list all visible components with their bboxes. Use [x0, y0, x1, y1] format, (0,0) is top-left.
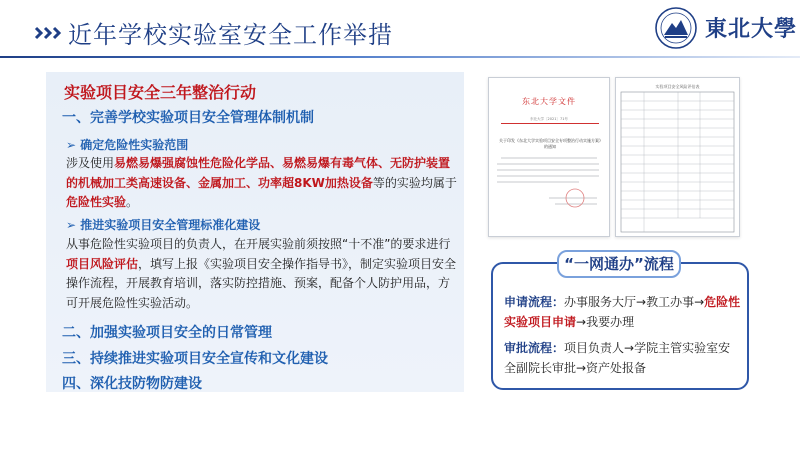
process-card-title: “一网通办”流程	[557, 250, 681, 278]
chevrons-icon	[34, 26, 64, 40]
measure-item-1: 一、完善学校实验项目安全管理体制机制	[62, 110, 314, 126]
risk-assessment-form-image	[615, 77, 740, 237]
application-process	[504, 292, 742, 332]
arrow-bullet-icon: ➢	[66, 138, 81, 152]
slide-header	[0, 0, 800, 64]
section-heading: 实验项目安全三年整治行动	[64, 83, 257, 102]
document-red-rule	[501, 123, 599, 124]
para-2-text-1: 从事危险性实验项目的负责人，在开展实验前须按照“十不准”的要求进行	[66, 237, 451, 251]
application-process-label: 申请流程：	[504, 295, 565, 309]
para-1-highlight-2: 危险性实验	[66, 195, 127, 209]
measure-item-2: 二、加强实验项目安全的日常管理	[62, 325, 272, 341]
para-2-highlight-1: 项目风险评估	[66, 256, 139, 271]
application-process-highlight: 危险性实验项目申请	[504, 295, 741, 329]
paragraph-1	[66, 154, 458, 213]
application-process-text-1: 办事服务大厅→教工办事→	[564, 295, 705, 309]
official-document-image	[488, 77, 610, 237]
document-header: 东北大学文件	[522, 97, 576, 106]
para-2-text-2: ，填写上报《实验项目安全操作指导书》，制定实验项目安全操作流程，开展教育培训，落实防控措施、预案，配备个人防护用品，方可开展危险性实验活动。	[66, 256, 457, 310]
header-divider	[0, 56, 800, 58]
arrow-bullet-icon: ➢	[66, 218, 81, 232]
measure-item-4: 四、深化技防物防建设	[62, 376, 202, 392]
para-1-text-3: 。	[126, 195, 139, 209]
approval-process-text: 项目负责人→学院主管实验室安全副院长审批→资产处报备	[504, 341, 731, 375]
slide-title: 近年学校实验室安全工作举措	[68, 21, 393, 49]
subheading-2	[66, 216, 260, 233]
university-seal-icon	[654, 6, 698, 50]
subheading-2-text: 推进实验项目安全管理标准化建设	[80, 218, 261, 232]
university-logo-text: 東北大學	[705, 16, 798, 42]
form-title: 实验项目安全风险评估表	[655, 84, 700, 89]
form-table-grid	[616, 91, 739, 237]
document-subject: 关于印发《东北大学实验项目安全专项整治行动实施方案》的通知	[499, 138, 601, 149]
para-1-text-2: 等的实验均属于	[372, 175, 457, 190]
document-body-lines	[489, 154, 609, 234]
document-number: 东北大学〔2021〕71号	[530, 117, 568, 121]
application-process-text-2: →我要办理	[576, 315, 635, 329]
content-panel	[46, 72, 464, 392]
approval-process	[504, 338, 742, 378]
measure-item-3: 三、持续推进实验项目安全宣传和文化建设	[62, 351, 328, 367]
subheading-1	[66, 136, 188, 153]
approval-process-label: 审批流程：	[504, 341, 565, 355]
para-1-text-1: 涉及使用	[66, 156, 115, 170]
subheading-1-text: 确定危险性实验范围	[80, 138, 189, 152]
paragraph-2	[66, 235, 458, 313]
para-1-highlight-1: 易燃易爆强腐蚀性危险化学品、易燃易爆有毒气体、无防护装置的机械加工类高速设备、金属加工、功率超8KW加热设备	[66, 156, 451, 190]
